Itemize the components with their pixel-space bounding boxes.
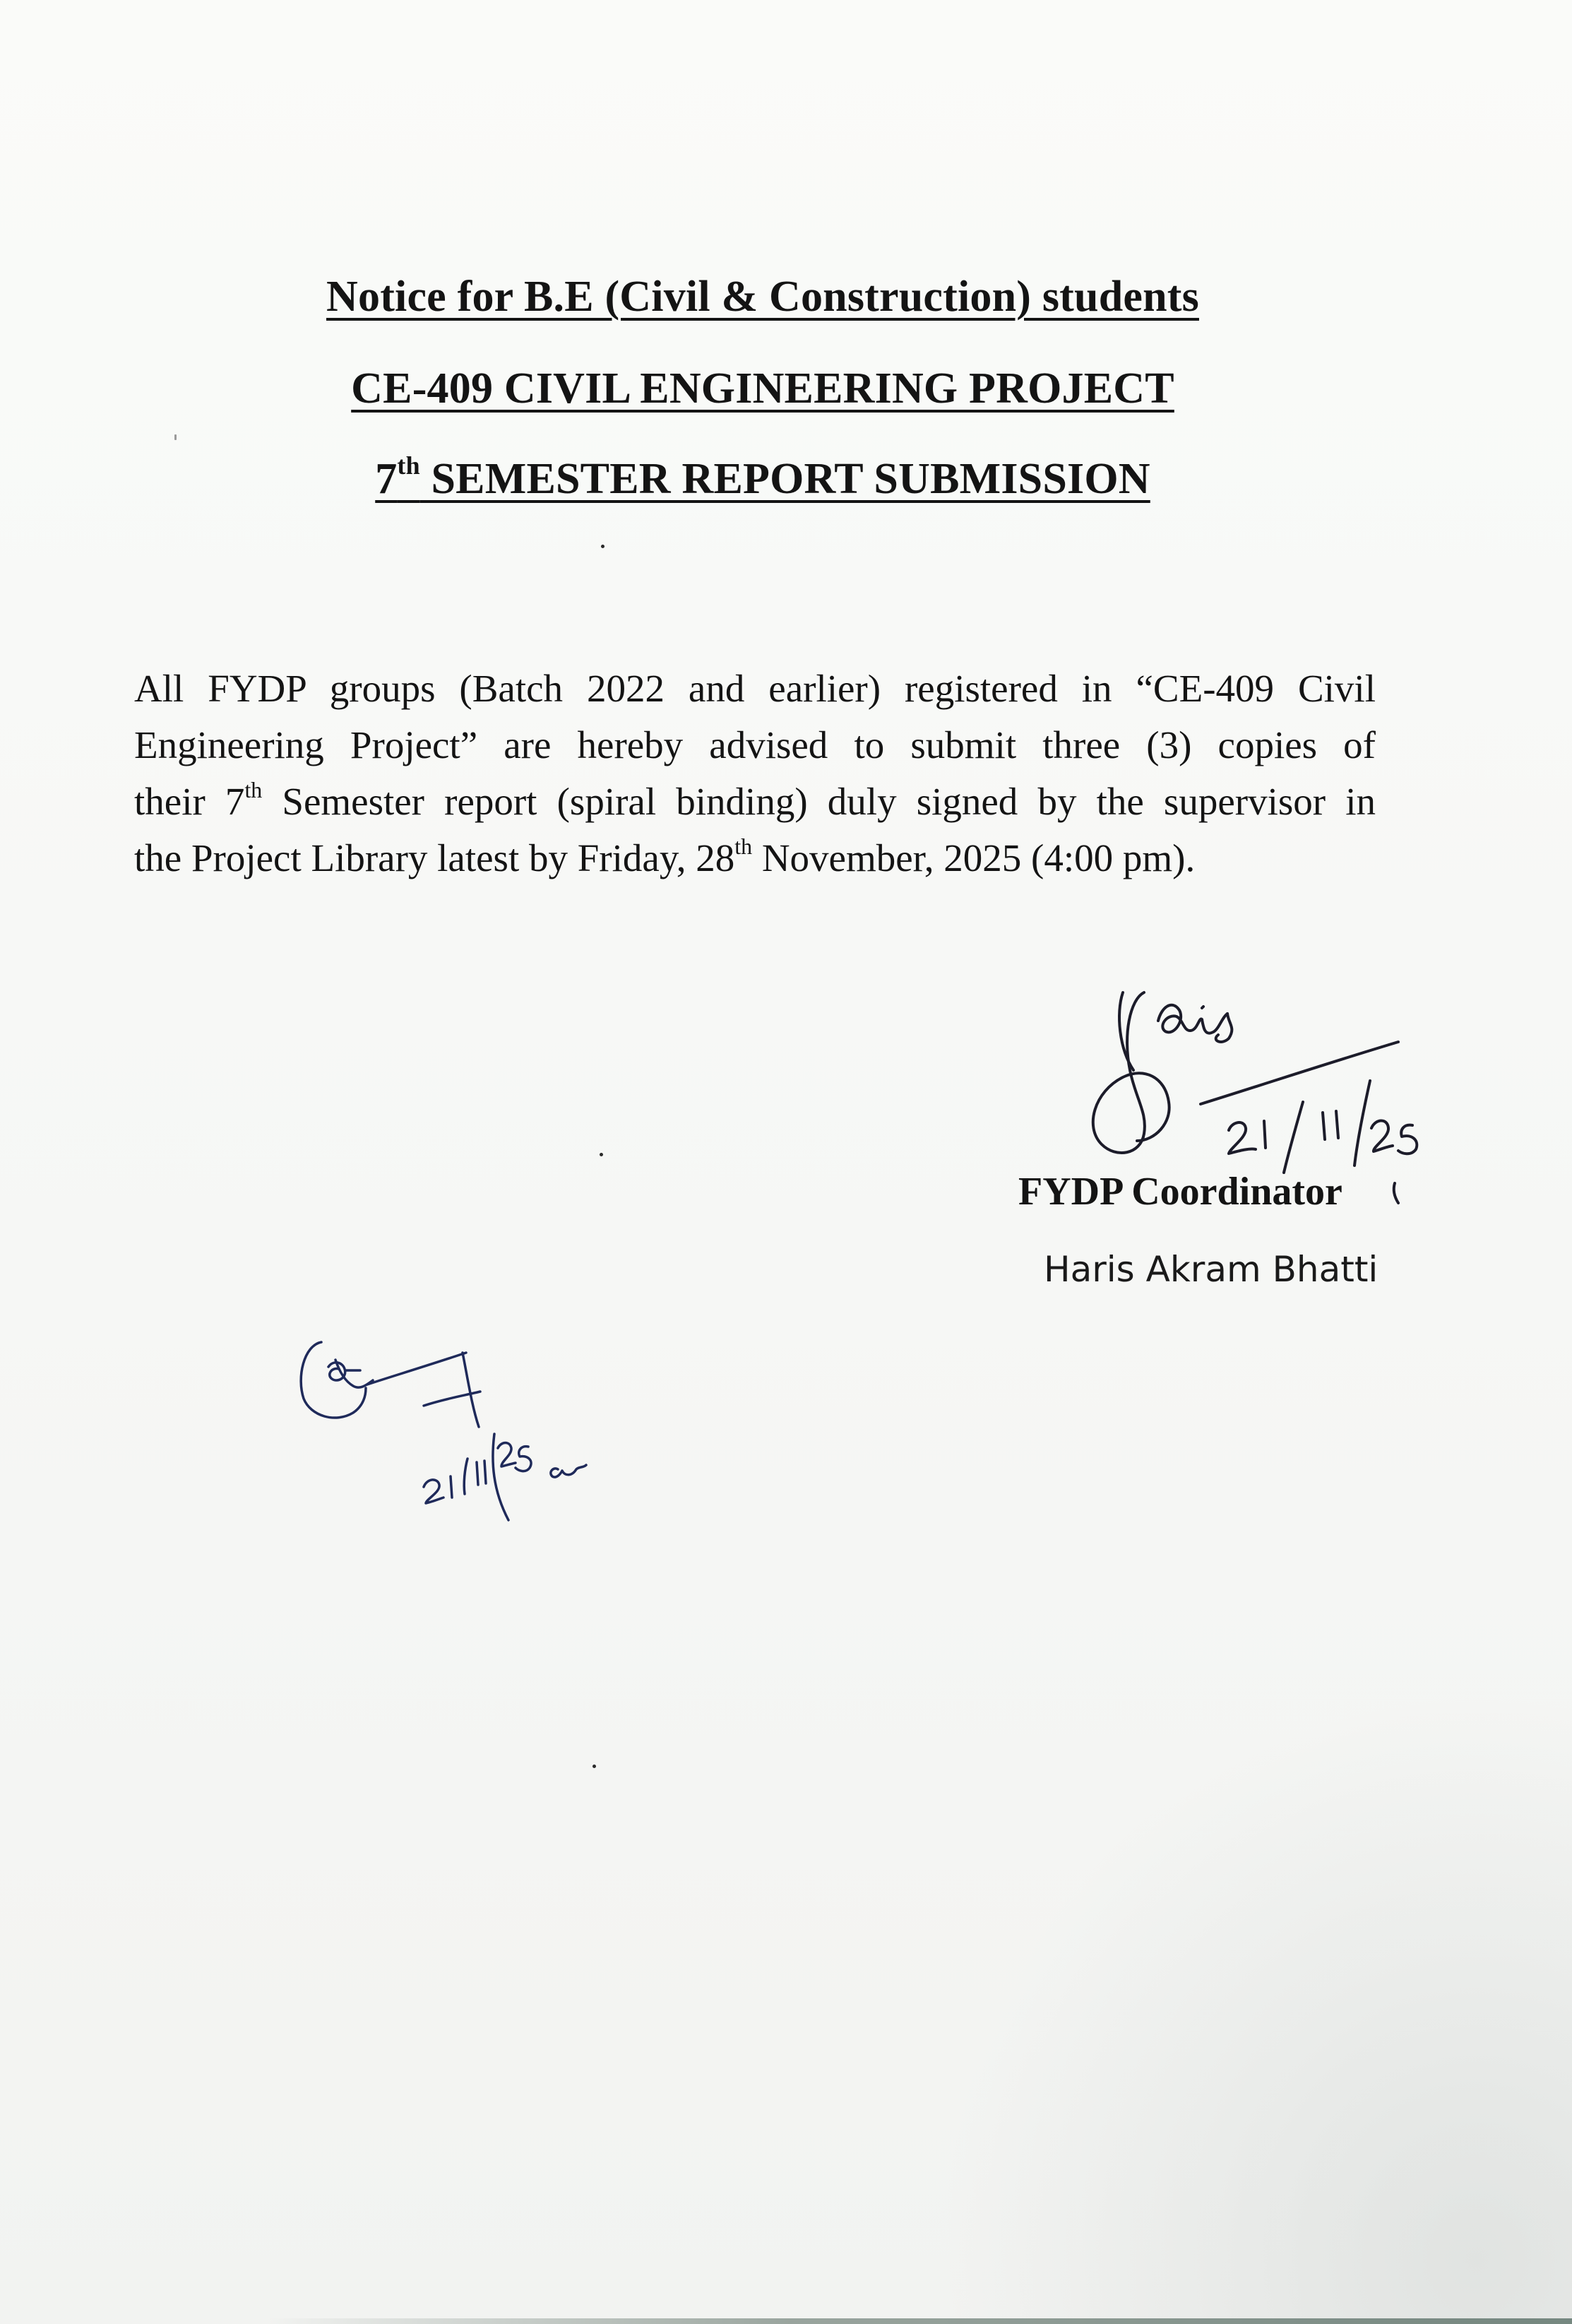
approval-signature (282, 1328, 650, 1526)
ordinal-suffix: th (244, 778, 263, 803)
signature-stroke (1201, 1042, 1398, 1104)
notice-heading (0, 272, 1525, 322)
course-heading-text: CE-409 CIVIL ENGINEERING PROJECT (351, 364, 1174, 413)
submission-heading-text (375, 451, 1150, 503)
notice-heading-text: Notice for B.E (Civil & Construction) students (326, 273, 1199, 321)
submission-heading-rest: SEMESTER REPORT SUBMISSION (419, 455, 1150, 503)
course-heading (0, 364, 1525, 414)
signature-stroke (367, 1353, 466, 1385)
date-stroke (464, 1459, 468, 1494)
signature-stroke (1093, 992, 1169, 1153)
date-stroke (484, 1461, 486, 1483)
ordinal-suffix: th (734, 834, 753, 860)
notice-body-line: Engineering Project” are hereby advised to submit three (3) copies of (134, 723, 1376, 766)
notice-body-line: All FYDP groups (Batch 2022 and earlier) registered in “CE-409 Civil (134, 667, 1376, 710)
body-text-fragment: November, 2025 (4:00 pm). (752, 836, 1196, 879)
signature-stroke (1394, 1183, 1398, 1203)
signature-stroke (1202, 1007, 1203, 1008)
date-stroke (1336, 1111, 1338, 1138)
date-stroke (1371, 1121, 1393, 1152)
notice-body (134, 660, 1376, 887)
notice-body-line (134, 830, 1376, 887)
signature-stroke (1158, 1005, 1227, 1033)
paper-speck (593, 1765, 596, 1768)
date-stroke (424, 1480, 443, 1503)
submission-heading (0, 451, 1525, 504)
paper-speck (601, 545, 605, 548)
body-text-fragment: the Project Library latest by Friday, 28 (134, 836, 735, 879)
coordinator-title: FYDP Coordinator (1018, 1170, 1342, 1214)
date-stroke (516, 1447, 531, 1471)
date-stroke (1323, 1113, 1325, 1139)
date-stroke (1398, 1125, 1417, 1154)
semester-number: 7 (375, 455, 398, 503)
date-stroke (493, 1434, 508, 1520)
date-stroke (1264, 1121, 1266, 1148)
body-text-fragment: Semester report (spiral binding) duly signed by the supervisor in (262, 780, 1376, 823)
coordinator-name: Haris Akram Bhatti (1044, 1249, 1379, 1290)
date-stroke (451, 1476, 452, 1498)
signature-stroke (551, 1465, 586, 1477)
notice-body-line (134, 773, 1376, 830)
date-stroke (477, 1462, 478, 1485)
coordinator-signature (1017, 971, 1511, 1296)
paper-bottom-edge (268, 2318, 1572, 2324)
paper-speck (600, 1153, 603, 1156)
date-stroke (498, 1443, 516, 1467)
date-stroke (1229, 1122, 1256, 1154)
body-text-fragment: their 7 (134, 780, 245, 823)
signature-stroke (463, 1353, 479, 1427)
date-stroke (1354, 1081, 1370, 1166)
date-stroke (1284, 1102, 1303, 1173)
paper-speck (174, 434, 177, 440)
semester-ordinal-suffix: th (397, 451, 420, 480)
